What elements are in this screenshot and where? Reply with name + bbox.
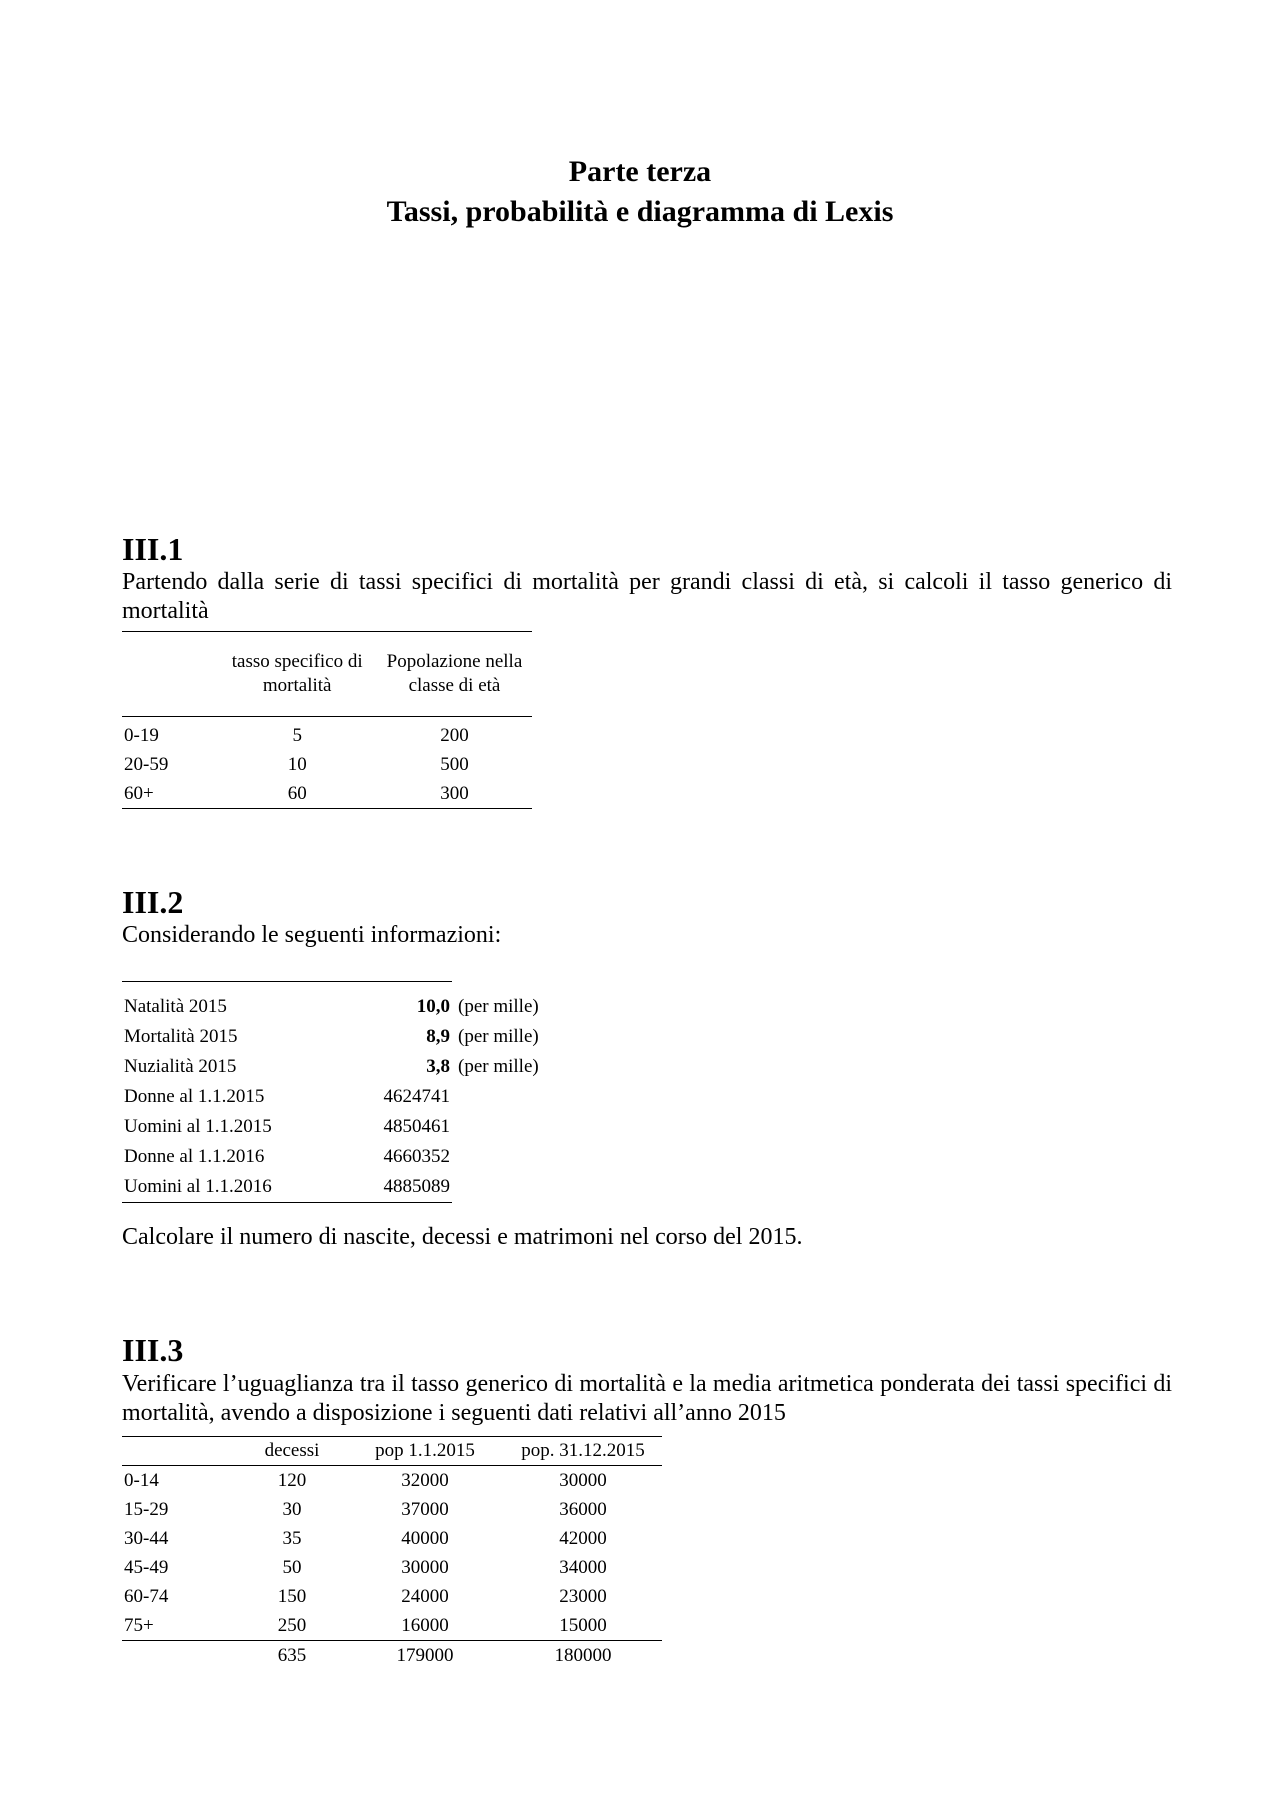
header-cell: [122, 632, 218, 717]
table-row: [122, 992, 572, 1022]
table-cell: 34000: [559, 1556, 607, 1578]
table-cell: [122, 1641, 238, 1671]
table-row: [122, 1524, 662, 1553]
header-cell: pop 1.1.2015: [375, 1440, 475, 1461]
table-row: [122, 1466, 662, 1496]
table-cell: 10: [287, 753, 307, 775]
table-cell: 8,9: [426, 1026, 450, 1047]
table-totals-row: [122, 1641, 662, 1671]
table-cell: Donne al 1.1.2016: [124, 1146, 265, 1167]
table-cell: 635: [277, 1644, 307, 1666]
deaths-population-table: [122, 1436, 662, 1670]
section-3-heading: III.3: [122, 1332, 184, 1368]
table-row: [122, 1495, 662, 1524]
table-cell: 40000: [401, 1527, 449, 1549]
table-cell: 150: [277, 1585, 307, 1607]
table-row: [122, 1022, 572, 1052]
table-cell: (per mille): [458, 1026, 539, 1047]
table-cell: 24000: [401, 1585, 449, 1607]
table-cell: 500: [440, 753, 469, 775]
section-1-text: Partendo dalla serie di tassi specifici di mortalità per grandi classi di età, si calcoli il tasso generico di mortalità: [122, 569, 1172, 624]
table-cell: 42000: [559, 1527, 607, 1549]
title-line-1: Parte terza: [568, 155, 712, 188]
title-line-2: Tassi, probabilità e diagramma di Lexis: [386, 195, 894, 228]
table-cell: 60: [287, 782, 307, 804]
table-cell: 15-29: [124, 1498, 169, 1520]
table-row: [122, 1172, 572, 1203]
table-row: [122, 1582, 662, 1611]
header-cell: pop. 31.12.2015: [521, 1440, 645, 1461]
table-row: [122, 1082, 572, 1112]
table-cell: 4624741: [383, 1086, 450, 1107]
table-cell: 36000: [559, 1498, 607, 1520]
table-cell: 5: [292, 724, 302, 746]
mortality-rates-table: [122, 631, 532, 809]
table-cell: 20-59: [124, 753, 169, 775]
table-row: [122, 779, 532, 809]
table-cell: [452, 1112, 572, 1142]
table-cell: 10,0: [416, 996, 450, 1017]
table-cell: 120: [277, 1469, 307, 1491]
table-row: [122, 1611, 662, 1641]
table-cell: Donne al 1.1.2015: [124, 1086, 265, 1107]
table-cell: 30000: [401, 1556, 449, 1578]
table-cell: 30000: [559, 1469, 607, 1491]
table-cell: 3,8: [426, 1056, 450, 1077]
table-cell: [452, 1172, 572, 1203]
table-cell: (per mille): [458, 1056, 539, 1077]
table-cell: Uomini al 1.1.2015: [124, 1116, 272, 1137]
section-2-text: Considerando le seguenti informazioni:: [122, 922, 502, 948]
table-cell: 50: [282, 1556, 302, 1578]
table-cell: 30: [282, 1498, 302, 1520]
table-row: [122, 1052, 572, 1082]
table-cell: 0-14: [124, 1469, 159, 1491]
table-cell: 4660352: [383, 1146, 450, 1167]
table-cell: 45-49: [124, 1556, 169, 1578]
table-cell: 180000: [554, 1644, 612, 1666]
table-row: [122, 1142, 572, 1172]
demographic-info-table: [122, 981, 572, 1203]
table-row: [122, 1553, 662, 1582]
header-cell: [122, 1437, 238, 1466]
table-row: [122, 750, 532, 779]
section-2-question: Calcolare il numero di nascite, decessi e matrimoni nel corso del 2015.: [122, 1224, 803, 1250]
table-row: [122, 982, 572, 993]
page-title: [0, 152, 1280, 232]
table-cell: Natalità 2015: [124, 996, 227, 1017]
table-cell: [452, 1082, 572, 1112]
section-3-text: Verificare l’uguaglianza tra il tasso generico di mortalità e la media aritmetica ponderata dei tassi specifici di mortalità, avendo a disposizione i seguenti dati relativi all’anno 2015: [122, 1371, 1172, 1426]
table-row: [122, 1112, 572, 1142]
table-cell: 23000: [559, 1585, 607, 1607]
header-cell: tasso specifico di mortalità: [231, 651, 363, 696]
table-cell: [452, 1142, 572, 1172]
table-cell: (per mille): [458, 996, 539, 1017]
table-cell: 60-74: [124, 1585, 169, 1607]
table-cell: 60+: [124, 782, 154, 804]
table-cell: 15000: [559, 1614, 607, 1636]
table-cell: 37000: [401, 1498, 449, 1520]
table-cell: 300: [440, 782, 469, 804]
table-cell: 30-44: [124, 1527, 169, 1549]
table-cell: 32000: [401, 1469, 449, 1491]
table-row: [122, 717, 532, 751]
table-cell: 250: [277, 1614, 307, 1636]
table-header-row: [122, 1437, 662, 1466]
table-header-row: [122, 632, 532, 717]
table-cell: 16000: [401, 1614, 449, 1636]
table-cell: Nuzialità 2015: [124, 1056, 237, 1077]
table-cell: 0-19: [124, 724, 159, 746]
section-1-heading: III.1: [122, 531, 184, 567]
table-cell: 35: [282, 1527, 302, 1549]
table-cell: 4885089: [356, 1172, 452, 1203]
section-2-heading: III.2: [122, 884, 184, 920]
table-cell: 179000: [396, 1644, 454, 1666]
table-cell: 75+: [124, 1614, 154, 1636]
table-cell: Mortalità 2015: [124, 1026, 238, 1047]
table-cell: Uomini al 1.1.2016: [122, 1172, 356, 1203]
header-cell: Popolazione nella classe di età: [386, 651, 523, 696]
table-cell: 4850461: [383, 1116, 450, 1137]
table-cell: 200: [440, 724, 469, 746]
header-cell: decessi: [264, 1440, 320, 1461]
